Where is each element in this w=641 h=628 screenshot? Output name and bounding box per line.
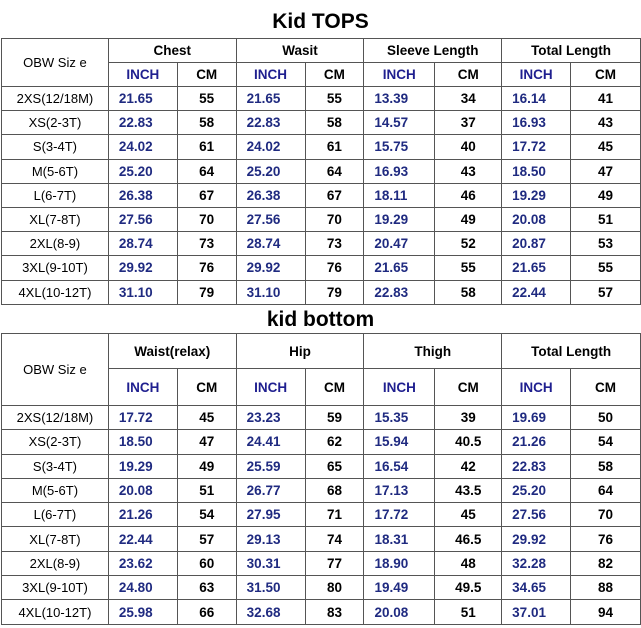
inch-value: 13.39 — [364, 87, 435, 111]
cm-value: 80 — [305, 576, 364, 600]
inch-value: 16.93 — [364, 159, 435, 183]
cm-value: 79 — [177, 280, 236, 304]
inch-value: 16.93 — [502, 111, 571, 135]
cm-value: 43 — [571, 111, 641, 135]
cm-value: 63 — [177, 576, 236, 600]
cm-unit-header: CM — [435, 369, 502, 406]
size-label: XS(2-3T) — [2, 430, 109, 454]
inch-value: 25.98 — [108, 600, 177, 624]
cm-value: 77 — [305, 551, 364, 575]
inch-value: 27.56 — [236, 207, 305, 231]
cm-value: 68 — [305, 478, 364, 502]
size-label: M(5-6T) — [2, 478, 109, 502]
cm-value: 51 — [177, 478, 236, 502]
inch-value: 24.02 — [236, 135, 305, 159]
cm-value: 83 — [305, 600, 364, 624]
inch-value: 29.92 — [236, 256, 305, 280]
size-label: M(5-6T) — [2, 159, 109, 183]
inch-value: 25.20 — [236, 159, 305, 183]
inch-value: 37.01 — [502, 600, 571, 624]
cm-value: 45 — [571, 135, 641, 159]
cm-value: 40.5 — [435, 430, 502, 454]
cm-value: 71 — [305, 503, 364, 527]
measure-header: Hip — [236, 334, 364, 369]
cm-value: 47 — [571, 159, 641, 183]
inch-unit-header: INCH — [502, 63, 571, 87]
cm-value: 41 — [571, 87, 641, 111]
inch-value: 21.65 — [236, 87, 305, 111]
cm-value: 67 — [305, 183, 364, 207]
table-row — [2, 430, 641, 454]
cm-value: 70 — [571, 503, 641, 527]
inch-value: 22.83 — [236, 111, 305, 135]
cm-value: 57 — [177, 527, 236, 551]
inch-value: 17.72 — [108, 406, 177, 430]
cm-value: 70 — [177, 207, 236, 231]
cm-value: 76 — [305, 256, 364, 280]
size-label: 2XS(12/18M) — [2, 406, 109, 430]
inch-value: 19.69 — [502, 406, 571, 430]
cm-value: 79 — [305, 280, 364, 304]
inch-value: 18.11 — [364, 183, 435, 207]
inch-value: 28.74 — [108, 232, 177, 256]
inch-value: 18.90 — [364, 551, 435, 575]
cm-value: 58 — [571, 454, 641, 478]
inch-value: 27.56 — [108, 207, 177, 231]
cm-value: 76 — [177, 256, 236, 280]
cm-value: 88 — [571, 576, 641, 600]
cm-unit-header: CM — [435, 63, 502, 87]
cm-value: 64 — [177, 159, 236, 183]
cm-value: 34 — [435, 87, 502, 111]
measure-header: Waist(relax) — [108, 334, 236, 369]
inch-value: 26.38 — [236, 183, 305, 207]
cm-value: 73 — [305, 232, 364, 256]
table-row — [2, 576, 641, 600]
inch-value: 16.14 — [502, 87, 571, 111]
cm-value: 58 — [177, 111, 236, 135]
cm-value: 49 — [435, 207, 502, 231]
cm-value: 55 — [177, 87, 236, 111]
cm-value: 46 — [435, 183, 502, 207]
cm-value: 51 — [435, 600, 502, 624]
cm-value: 64 — [305, 159, 364, 183]
inch-value: 20.08 — [364, 600, 435, 624]
cm-value: 43.5 — [435, 478, 502, 502]
cm-unit-header: CM — [177, 369, 236, 406]
cm-value: 37 — [435, 111, 502, 135]
inch-value: 17.72 — [364, 503, 435, 527]
cm-value: 94 — [571, 600, 641, 624]
cm-unit-header: CM — [571, 63, 641, 87]
cm-value: 82 — [571, 551, 641, 575]
size-label: L(6-7T) — [2, 503, 109, 527]
inch-unit-header: INCH — [364, 369, 435, 406]
inch-value: 34.65 — [502, 576, 571, 600]
cm-value: 59 — [305, 406, 364, 430]
table-row — [2, 87, 641, 111]
cm-value: 61 — [177, 135, 236, 159]
table-row — [2, 111, 641, 135]
cm-value: 42 — [435, 454, 502, 478]
inch-value: 19.29 — [502, 183, 571, 207]
inch-unit-header: INCH — [364, 63, 435, 87]
cm-value: 48 — [435, 551, 502, 575]
size-label: 4XL(10-12T) — [2, 280, 109, 304]
table-row — [2, 406, 641, 430]
inch-value: 21.26 — [108, 503, 177, 527]
inch-value: 22.44 — [108, 527, 177, 551]
cm-value: 43 — [435, 159, 502, 183]
inch-value: 23.23 — [236, 406, 305, 430]
table-row — [2, 503, 641, 527]
inch-value: 18.50 — [108, 430, 177, 454]
inch-value: 15.94 — [364, 430, 435, 454]
table-row — [2, 600, 641, 624]
inch-value: 22.44 — [502, 280, 571, 304]
cm-value: 40 — [435, 135, 502, 159]
inch-value: 25.20 — [502, 478, 571, 502]
cm-value: 57 — [571, 280, 641, 304]
table-row — [2, 232, 641, 256]
inch-value: 31.10 — [108, 280, 177, 304]
table-row — [2, 159, 641, 183]
cm-value: 64 — [571, 478, 641, 502]
cm-value: 52 — [435, 232, 502, 256]
cm-value: 61 — [305, 135, 364, 159]
inch-unit-header: INCH — [108, 63, 177, 87]
cm-unit-header: CM — [571, 369, 641, 406]
measure-header: Wasit — [236, 39, 364, 63]
inch-value: 32.28 — [502, 551, 571, 575]
cm-value: 47 — [177, 430, 236, 454]
cm-value: 55 — [435, 256, 502, 280]
inch-value: 28.74 — [236, 232, 305, 256]
measure-header: Chest — [108, 39, 236, 63]
size-label: XS(2-3T) — [2, 111, 109, 135]
size-label: XL(7-8T) — [2, 207, 109, 231]
size-label: 2XS(12/18M) — [2, 87, 109, 111]
inch-value: 20.08 — [502, 207, 571, 231]
inch-value: 19.29 — [364, 207, 435, 231]
tops-size-table — [1, 38, 641, 305]
inch-value: 29.13 — [236, 527, 305, 551]
inch-value: 15.75 — [364, 135, 435, 159]
table-row — [2, 207, 641, 231]
size-label: 3XL(9-10T) — [2, 256, 109, 280]
cm-value: 50 — [571, 406, 641, 430]
inch-unit-header: INCH — [236, 369, 305, 406]
inch-value: 21.26 — [502, 430, 571, 454]
inch-unit-header: INCH — [236, 63, 305, 87]
size-label: L(6-7T) — [2, 183, 109, 207]
cm-value: 49 — [177, 454, 236, 478]
inch-value: 14.57 — [364, 111, 435, 135]
cm-value: 70 — [305, 207, 364, 231]
inch-value: 32.68 — [236, 600, 305, 624]
inch-value: 24.80 — [108, 576, 177, 600]
size-label: 2XL(8-9) — [2, 551, 109, 575]
inch-value: 31.10 — [236, 280, 305, 304]
size-column-header: OBW Siz e — [2, 334, 109, 406]
inch-value: 18.31 — [364, 527, 435, 551]
cm-value: 51 — [571, 207, 641, 231]
bottoms-title: kid bottom — [266, 308, 375, 331]
inch-value: 27.56 — [502, 503, 571, 527]
cm-value: 55 — [571, 256, 641, 280]
measure-header: Total Length — [502, 39, 641, 63]
inch-value: 24.41 — [236, 430, 305, 454]
table-row — [2, 135, 641, 159]
inch-value: 26.38 — [108, 183, 177, 207]
inch-unit-header: INCH — [108, 369, 177, 406]
table-row — [2, 527, 641, 551]
cm-value: 54 — [571, 430, 641, 454]
table-row — [2, 454, 641, 478]
cm-unit-header: CM — [177, 63, 236, 87]
cm-value: 53 — [571, 232, 641, 256]
inch-value: 25.59 — [236, 454, 305, 478]
inch-value: 19.29 — [108, 454, 177, 478]
size-label: S(3-4T) — [2, 135, 109, 159]
measure-header: Thigh — [364, 334, 502, 369]
cm-value: 66 — [177, 600, 236, 624]
table-row — [2, 478, 641, 502]
inch-value: 27.95 — [236, 503, 305, 527]
size-column-header: OBW Siz e — [2, 39, 109, 87]
size-label: S(3-4T) — [2, 454, 109, 478]
inch-value: 20.08 — [108, 478, 177, 502]
inch-value: 21.65 — [502, 256, 571, 280]
table-row — [2, 551, 641, 575]
cm-value: 76 — [571, 527, 641, 551]
tops-title: Kid TOPS — [272, 10, 369, 33]
inch-value: 29.92 — [502, 527, 571, 551]
size-label: 3XL(9-10T) — [2, 576, 109, 600]
cm-unit-header: CM — [305, 369, 364, 406]
cm-value: 62 — [305, 430, 364, 454]
cm-value: 73 — [177, 232, 236, 256]
cm-value: 39 — [435, 406, 502, 430]
cm-value: 58 — [305, 111, 364, 135]
inch-unit-header: INCH — [502, 369, 571, 406]
inch-value: 21.65 — [364, 256, 435, 280]
inch-value: 20.87 — [502, 232, 571, 256]
inch-value: 25.20 — [108, 159, 177, 183]
cm-value: 60 — [177, 551, 236, 575]
inch-value: 17.72 — [502, 135, 571, 159]
table-row — [2, 183, 641, 207]
inch-value: 19.49 — [364, 576, 435, 600]
inch-value: 20.47 — [364, 232, 435, 256]
inch-value: 16.54 — [364, 454, 435, 478]
cm-value: 54 — [177, 503, 236, 527]
cm-value: 49.5 — [435, 576, 502, 600]
table-row — [2, 256, 641, 280]
inch-value: 23.62 — [108, 551, 177, 575]
cm-value: 49 — [571, 183, 641, 207]
cm-unit-header: CM — [305, 63, 364, 87]
cm-value: 45 — [177, 406, 236, 430]
inch-value: 30.31 — [236, 551, 305, 575]
size-label: 4XL(10-12T) — [2, 600, 109, 624]
inch-value: 15.35 — [364, 406, 435, 430]
inch-value: 29.92 — [108, 256, 177, 280]
cm-value: 67 — [177, 183, 236, 207]
cm-value: 74 — [305, 527, 364, 551]
inch-value: 22.83 — [364, 280, 435, 304]
bottoms-size-table — [1, 333, 641, 625]
inch-value: 22.83 — [108, 111, 177, 135]
measure-header: Sleeve Length — [364, 39, 502, 63]
cm-value: 55 — [305, 87, 364, 111]
table-row — [2, 280, 641, 304]
inch-value: 26.77 — [236, 478, 305, 502]
size-label: 2XL(8-9) — [2, 232, 109, 256]
cm-value: 45 — [435, 503, 502, 527]
measure-header: Total Length — [502, 334, 641, 369]
inch-value: 17.13 — [364, 478, 435, 502]
inch-value: 21.65 — [108, 87, 177, 111]
size-label: XL(7-8T) — [2, 527, 109, 551]
inch-value: 31.50 — [236, 576, 305, 600]
inch-value: 22.83 — [502, 454, 571, 478]
cm-value: 58 — [435, 280, 502, 304]
cm-value: 46.5 — [435, 527, 502, 551]
inch-value: 24.02 — [108, 135, 177, 159]
cm-value: 65 — [305, 454, 364, 478]
inch-value: 18.50 — [502, 159, 571, 183]
